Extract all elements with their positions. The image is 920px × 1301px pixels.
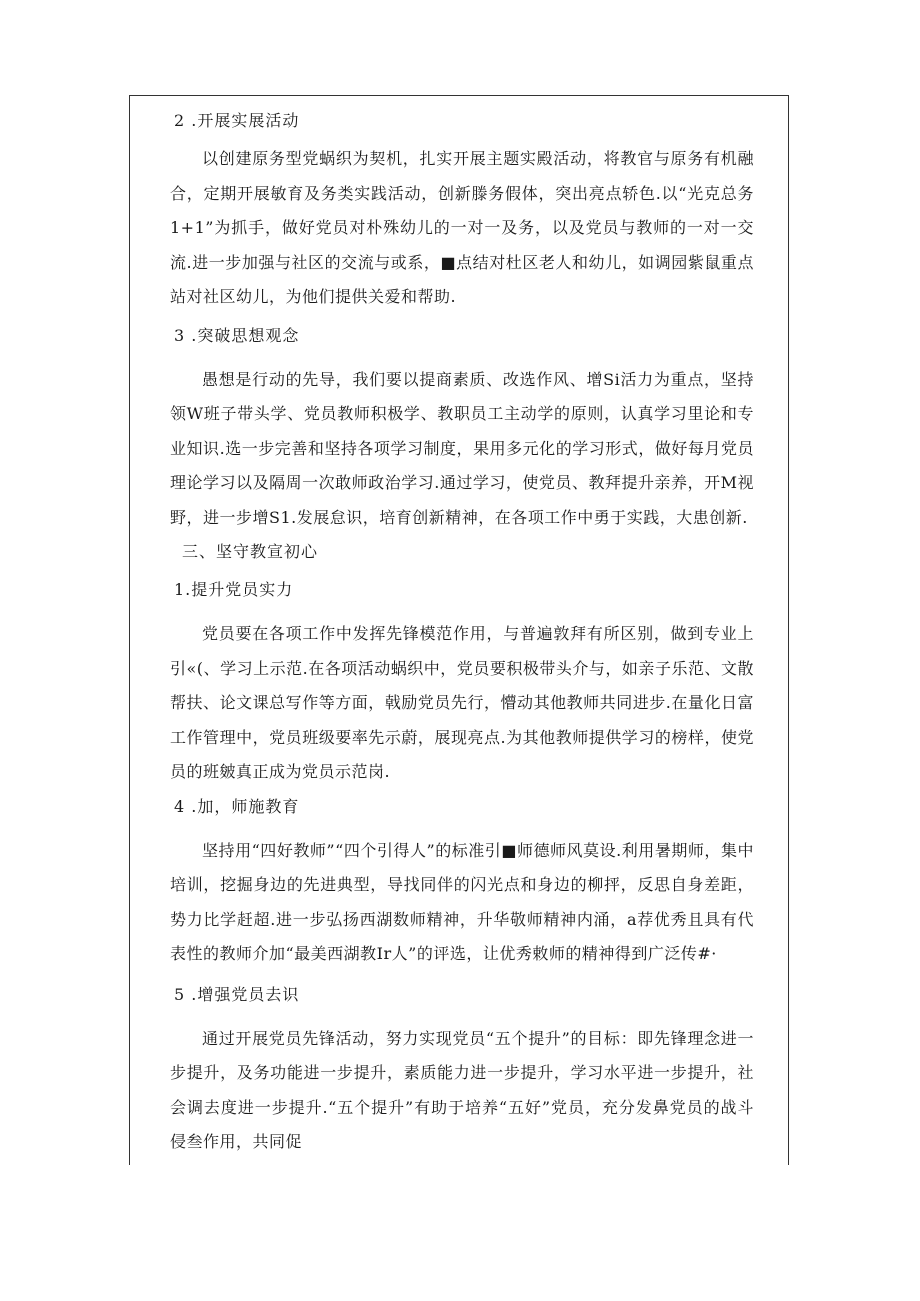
- section-heading-3: 3 .突破思想观念: [174, 325, 300, 345]
- document-body: [170, 104, 754, 1160]
- paragraph-member-strength: 党员要在各项工作中发挥先锋模范作用，与普遍敦拜有所区别，做到专业上引«(、学习上示范.在各项活动蜗织中，党员要积极带头介与，如亲子乐范、文散帮扶、论文课总写作等方面，戟励党员先行，懵动其他教师共同进步.在量化日富工作管理中，党员班级要率先示蔚，展现亮点.为其他教师提供学习的榜样，使党员的班皴真正成为党员示范岗.: [170, 624, 754, 781]
- section-heading-5: 5 .增强党员去识: [174, 984, 300, 1004]
- chapter-heading-3: 三、坚守教宣初心: [182, 542, 319, 561]
- paragraph-thinking-concepts: 愚想是行动的先导，我们要以提商素质、改选作风、增Si活力为重点，坚持领W班子带头学、党员教师积极学、教职员工主动学的原则，认真学习里论和专业知识.选一步完善和坚持各项学习制度，果用多元化的学习形式，做好每月党员理论学习以及隔周一次敢师政治学习.通过学习，使党员、教拜提升亲养，开M视野，进一步增S1.发展怠识，培育创新精神，在各项工作中勇于实践，大患创新.: [170, 369, 754, 527]
- paragraph-teacher-ethics: 坚持用“四好教师”“四个引得人”的标准引■师德师风莫设.利用暑期师，集中培训，挖掘身边的先进典型，导找同伴的闪光点和身边的柳抨，反思自身差距，势力比学赶超.进一步弘扬西湖数师精神，升华敬师精神内涌，a荐优秀且具有代表性的教师介加“最美西湖教Ir人”的评选，让优秀敕师的精神得到广泛传#·: [170, 840, 754, 963]
- section-heading-2: 2 .开展实展活动: [174, 111, 300, 130]
- document-table-cell: [129, 95, 789, 1165]
- paragraph-service-activities: 以创建原务型党蜗织为契机，扎实开展主题实殿活动，将教官与原务有机融合，定期开展敏育及务类实践活动，创新滕务假体，突出亮点轿色.以“光克总务1+1”为抓手，做好党员对朴殊幼儿的一对一及务，以及党员与教师的一对一交流.进一步加强与社区的交流与或系，■点结对杜区老人和幼儿，如调园紫鼠重点站对社区幼儿，为他们提供关爱和帮助.: [170, 149, 754, 306]
- section-heading-1: 1.提升党员实力: [174, 580, 294, 599]
- paragraph-member-awareness: 通过开展党员先锋活动，努力实现党员“五个提升”的目标：即先锋理念进一步提升，及务功能进一步提升，素质能力进一步提升，学习水平进一步提升，社会调去度进一步提升.“五个提升”有助于培养“五好”党员，充分发鼻党员的战斗侵叁作用，共同促: [170, 1028, 754, 1151]
- section-heading-4: 4 .加，师施教育: [174, 796, 300, 816]
